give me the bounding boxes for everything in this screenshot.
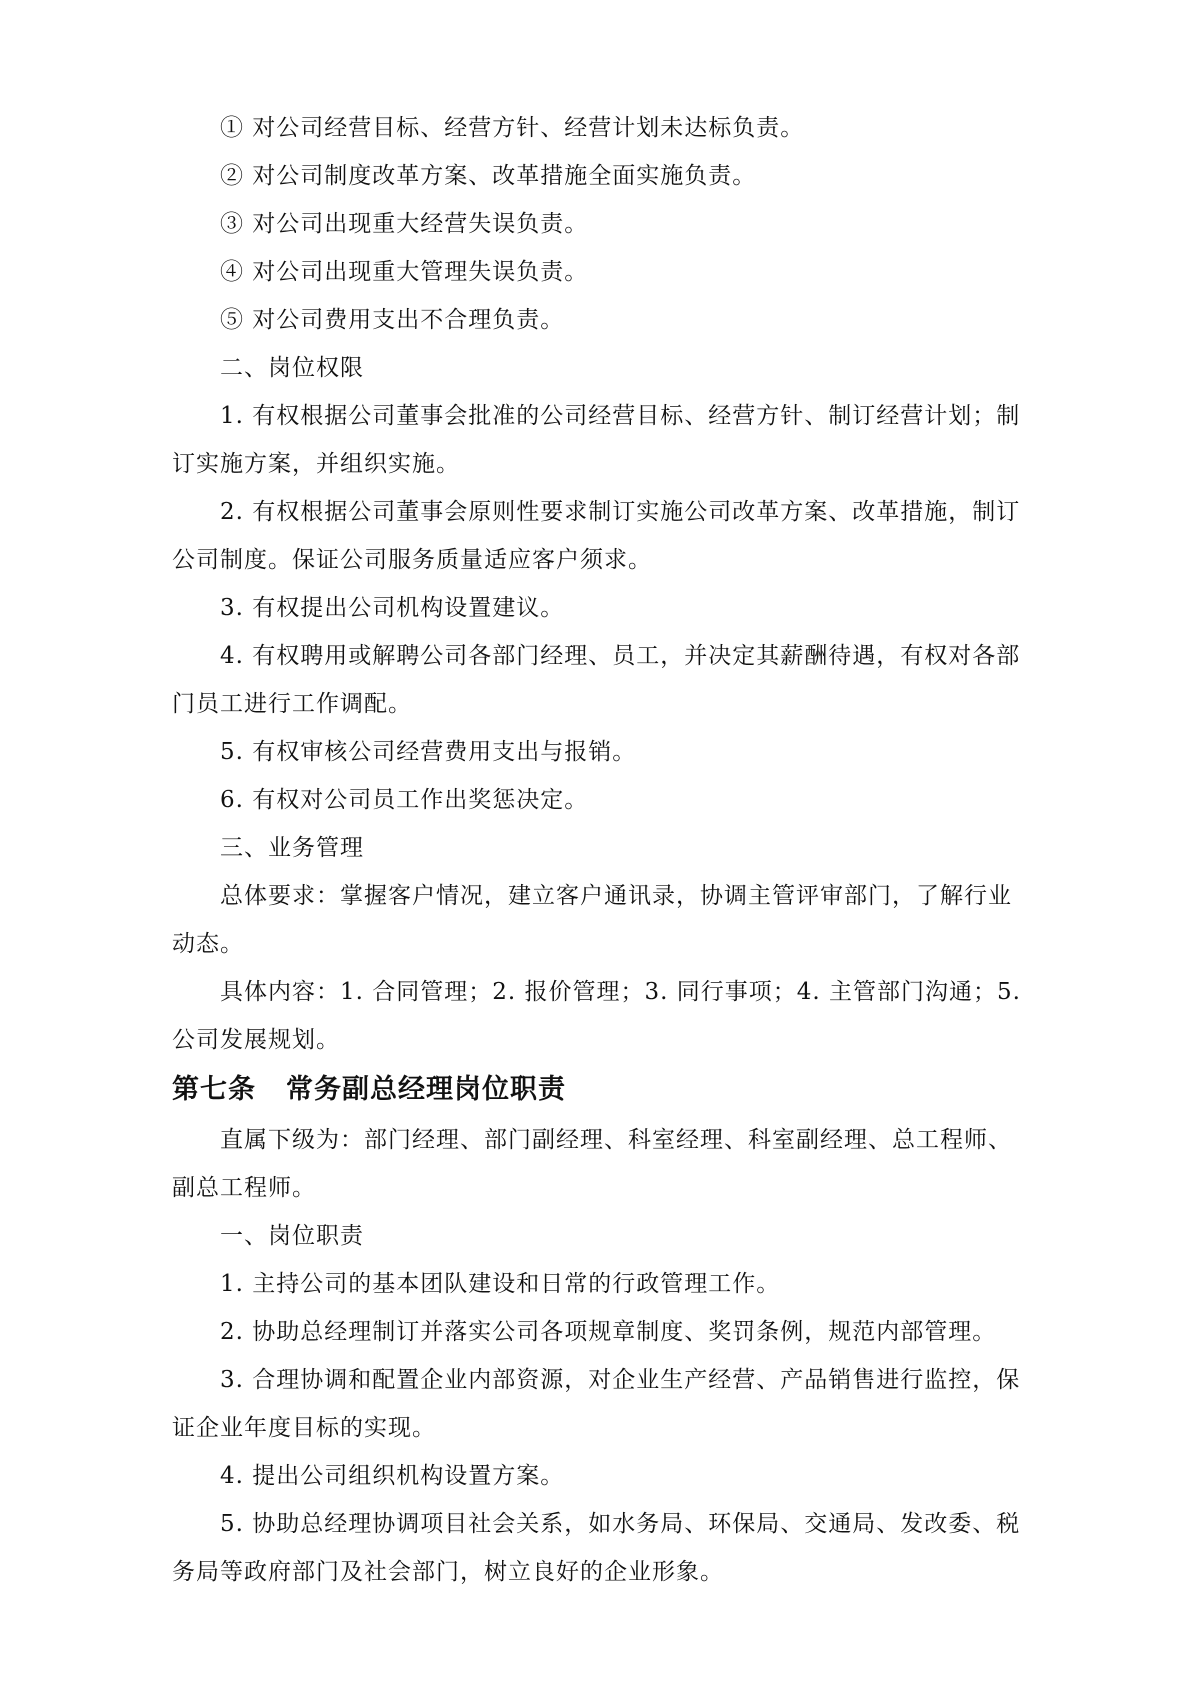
authority-item-6: 6. 有权对公司员工作出奖惩决定。 [220,787,589,813]
duty-item-4: 4. 提出公司组织机构设置方案。 [220,1463,565,1489]
article-heading [172,1064,1028,1116]
authority-item-5: 5. 有权审核公司经营费用支出与报销。 [220,739,637,765]
article-section-title: 一、岗位职责 [220,1223,364,1249]
article-subordinates: 直属下级为：部门经理、部门副经理、科室经理、科室副经理、总工程师、副总工程师。 [172,1127,1012,1201]
duty-item-2: 2. 协助总经理制订并落实公司各项规章制度、奖罚条例，规范内部管理。 [220,1319,997,1345]
authority-item-4: 4. 有权聘用或解聘公司各部门经理、员工，并决定其薪酬待遇，有权对各部门员工进行工作调配。 [172,643,1021,717]
authority-item-3: 3. 有权提出公司机构设置建议。 [220,595,565,621]
business-general-requirement: 总体要求：掌握客户情况，建立客户通讯录，协调主管评审部门，了解行业动态。 [172,883,1012,957]
duty-item-1: 1. 主持公司的基本团队建设和日常的行政管理工作。 [220,1271,781,1297]
authority-item-1: 1. 有权根据公司董事会批准的公司经营目标、经营方针、制订经营计划；制订实施方案，并组织实施。 [172,403,1021,477]
responsibility-item-1: ① 对公司经营目标、经营方针、经营计划未达标负责。 [220,115,805,141]
article-title: 常务副总经理岗位职责 [286,1074,566,1105]
responsibility-item-3: ③ 对公司出现重大经营失误负责。 [220,211,589,237]
authority-item-2: 2. 有权根据公司董事会原则性要求制订实施公司改革方案、改革措施，制订公司制度。保证公司服务质量适应客户须求。 [172,499,1021,573]
responsibility-item-5: ⑤ 对公司费用支出不合理负责。 [220,307,565,333]
article-number: 第七条 [172,1074,256,1105]
section-authority-title: 二、岗位权限 [220,355,364,381]
business-specific-content: 具体内容：1. 合同管理；2. 报价管理；3. 同行事项；4. 主管部门沟通；5. 公司发展规划。 [172,979,1021,1053]
responsibility-item-2: ② 对公司制度改革方案、改革措施全面实施负责。 [220,163,757,189]
duty-item-3: 3. 合理协调和配置企业内部资源，对企业生产经营、产品销售进行监控，保证企业年度目标的实现。 [172,1367,1021,1441]
responsibility-item-4: ④ 对公司出现重大管理失误负责。 [220,259,589,285]
document-body [172,104,1028,1596]
duty-item-5: 5. 协助总经理协调项目社会关系，如水务局、环保局、交通局、发改委、税务局等政府部门及社会部门，树立良好的企业形象。 [172,1511,1021,1585]
section-business-title: 三、业务管理 [220,835,364,861]
